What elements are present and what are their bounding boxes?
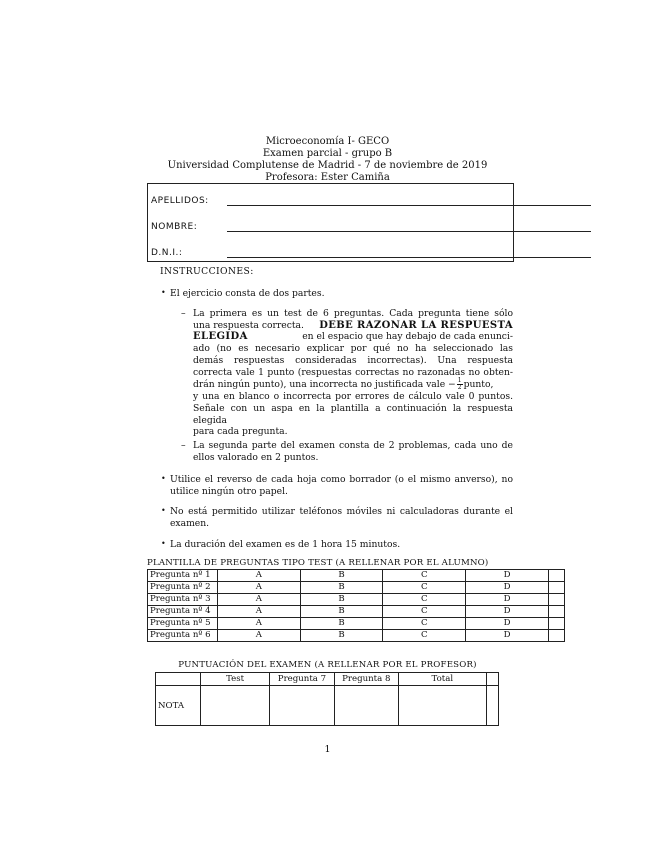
student-info-box [147, 183, 514, 262]
question-label: Pregunta nº 1 [148, 570, 218, 582]
nombre-line[interactable] [227, 231, 591, 232]
instructions-title: INSTRUCCIONES: [160, 266, 254, 277]
sub1-line: y una en blanco o incorrecta por errores de cálculo vale 0 puntos. [193, 391, 513, 403]
instruction-2-line: Utilice el reverso de cada hoja como borrador (o el mismo anverso), no [170, 474, 513, 485]
row-extra-cell [548, 570, 564, 582]
score-header-empty [156, 673, 201, 686]
sub1-line: La primera es un test de 6 preguntas. Cada pregunta tiene sólo [193, 308, 513, 319]
test-table-title: PLANTILLA DE PREGUNTAS TIPO TEST (A RELLENAR POR EL ALUMNO) [147, 558, 489, 568]
question-label: Pregunta nº 5 [148, 618, 218, 630]
dni-line[interactable] [227, 257, 591, 258]
answer-option-c[interactable]: C [383, 606, 466, 618]
sub2-line: La segunda parte del examen consta de 2 problemas, cada uno de [193, 440, 513, 451]
question-label: Pregunta nº 2 [148, 582, 218, 594]
answer-option-d[interactable]: D [466, 618, 549, 630]
fraction: $\frac{1}{2}$ [457, 377, 462, 392]
question-label: Pregunta nº 6 [148, 630, 218, 642]
question-label: Pregunta nº 4 [148, 606, 218, 618]
bullet-icon: • [161, 474, 166, 483]
instruction-4: La duración del examen es de 1 hora 15 minutos. [170, 539, 401, 550]
course-title: Microeconomía I- GECO [265, 136, 390, 147]
row-extra-cell [548, 594, 564, 606]
nota-label: NOTA [156, 686, 201, 726]
test-row [148, 606, 565, 618]
score-cell-q7[interactable] [270, 686, 334, 726]
apellidos-line[interactable] [227, 205, 591, 206]
score-cell-test[interactable] [200, 686, 269, 726]
score-header-test: Test [200, 673, 269, 686]
answer-option-d[interactable]: D [466, 606, 549, 618]
score-cell-extra [486, 686, 498, 726]
sub-instruction-2 [193, 440, 513, 463]
answer-option-d[interactable]: D [466, 582, 549, 594]
answer-option-b[interactable]: B [300, 582, 383, 594]
answer-option-d[interactable]: D [466, 630, 549, 642]
answer-option-b[interactable]: B [300, 594, 383, 606]
answer-option-c[interactable]: C [383, 570, 466, 582]
answer-option-b[interactable]: B [300, 630, 383, 642]
test-row [148, 630, 565, 642]
answer-option-d[interactable]: D [466, 570, 549, 582]
instruction-2 [170, 474, 513, 497]
row-extra-cell [548, 582, 564, 594]
score-cell-q8[interactable] [334, 686, 398, 726]
test-row [148, 582, 565, 594]
instruction-3-line: No está permitido utilizar teléfonos móviles ni calculadoras durante el [170, 506, 513, 517]
answer-option-a[interactable]: A [217, 606, 300, 618]
sub1-line: para cada pregunta. [193, 426, 288, 438]
sub1-line: ELEGIDA en el espacio que hay debajo de cada enunci- [193, 331, 513, 343]
question-label: Pregunta nº 3 [148, 594, 218, 606]
instruction-3-line: examen. [170, 517, 210, 529]
answer-option-c[interactable]: C [383, 582, 466, 594]
test-row [148, 570, 565, 582]
row-extra-cell [548, 630, 564, 642]
score-header-q8: Pregunta 8 [334, 673, 398, 686]
answer-option-a[interactable]: A [217, 594, 300, 606]
answer-option-a[interactable]: A [217, 630, 300, 642]
row-extra-cell [548, 606, 564, 618]
score-table-title: PUNTUACIÓN DEL EXAMEN (A RELLENAR POR EL PROFESOR) [178, 660, 477, 670]
nombre-label: NOMBRE: [151, 222, 198, 232]
answer-option-b[interactable]: B [300, 606, 383, 618]
exam-title: Examen parcial - grupo B [262, 148, 393, 159]
apellidos-label: APELLIDOS: [151, 196, 209, 206]
score-header-extra [486, 673, 498, 686]
answer-option-a[interactable]: A [217, 618, 300, 630]
answer-option-b[interactable]: B [300, 618, 383, 630]
row-extra-cell [548, 618, 564, 630]
sub1-line: ado (no es necesario explicar por qué no ha seleccionado las [193, 343, 513, 355]
sub-instruction-1 [193, 308, 513, 438]
sub1-line: Señale con un aspa en la plantilla a continuación la respuesta elegida [193, 402, 513, 426]
sub2-line: ellos valorado en 2 puntos. [193, 451, 319, 463]
answer-option-a[interactable]: A [217, 570, 300, 582]
test-row [148, 594, 565, 606]
answer-option-a[interactable]: A [217, 582, 300, 594]
bullet-icon: • [161, 288, 166, 297]
sub1-line: correcta vale 1 punto (respuestas correctas no razonadas no obten- [193, 366, 513, 378]
sub1-line: drán ningún punto), una incorrecta no justificada vale − $\frac{1}{2}$ punto, [193, 377, 494, 392]
professor: Profesora: Ester Camiña [265, 172, 390, 183]
score-cell-total[interactable] [398, 686, 486, 726]
test-answer-table [147, 569, 565, 642]
instruction-3 [170, 506, 513, 529]
university-date: Universidad Complutense de Madrid - 7 de noviembre de 2019 [167, 160, 488, 171]
answer-option-b[interactable]: B [300, 570, 383, 582]
score-header-total: Total [398, 673, 486, 686]
score-header-q7: Pregunta 7 [270, 673, 334, 686]
bullet-icon: • [161, 506, 166, 515]
answer-option-c[interactable]: C [383, 594, 466, 606]
answer-option-c[interactable]: C [383, 630, 466, 642]
dni-label: D.N.I.: [151, 248, 183, 258]
bullet-icon: • [161, 539, 166, 548]
answer-option-d[interactable]: D [466, 594, 549, 606]
instruction-2-line: utilice ningún otro papel. [170, 485, 288, 497]
instruction-1: El ejercicio consta de dos partes. [170, 288, 325, 299]
dash-icon: – [181, 308, 186, 319]
page-number: 1 [324, 744, 331, 755]
dash-icon: – [181, 440, 186, 451]
answer-option-c[interactable]: C [383, 618, 466, 630]
sub1-line: una respuesta correcta. DEBE RAZONAR LA RESPUESTA [193, 319, 513, 331]
test-row [148, 618, 565, 630]
score-table [155, 672, 499, 726]
sub1-line: demás respuestas consideradas incorrectas). Una respuesta [193, 354, 513, 366]
